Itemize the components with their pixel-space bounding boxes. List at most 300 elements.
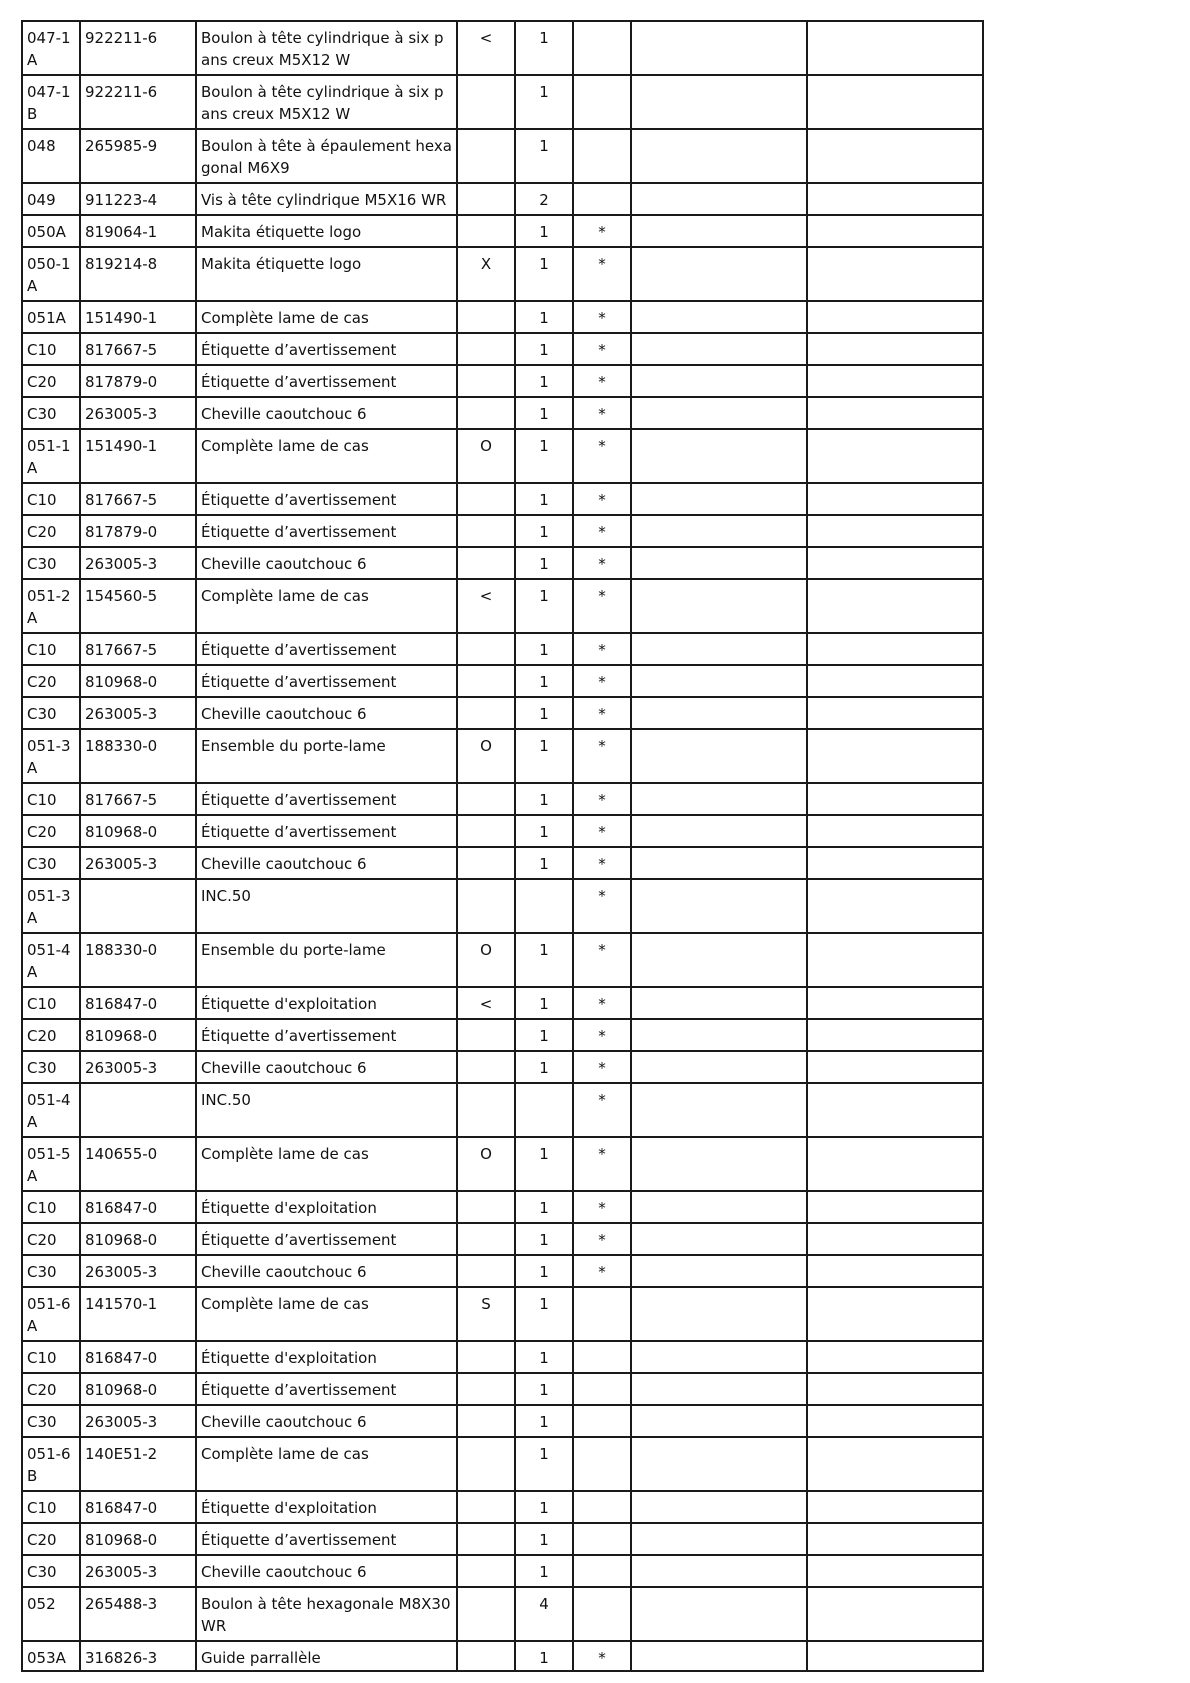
item-ref-cell: 050-1A: [22, 247, 80, 301]
quantity-cell: 1: [515, 1555, 573, 1587]
table-row: [22, 1641, 983, 1671]
table-row: [22, 1341, 983, 1373]
quantity-cell: 1: [515, 1437, 573, 1491]
part-number-cell: 810968-0: [80, 1019, 196, 1051]
table-row: [22, 247, 983, 301]
symbol-cell: [457, 1437, 515, 1491]
symbol-cell: [457, 1641, 515, 1671]
part-number-cell: 817879-0: [80, 515, 196, 547]
table-row: [22, 183, 983, 215]
blank-cell: [807, 729, 983, 783]
blank-cell: [807, 1641, 983, 1671]
part-number-cell: 816847-0: [80, 1491, 196, 1523]
table-row: [22, 847, 983, 879]
table-row: [22, 301, 983, 333]
blank-cell: [807, 1555, 983, 1587]
item-ref-cell: C10: [22, 483, 80, 515]
quantity-cell: 1: [515, 1191, 573, 1223]
item-ref-cell: C20: [22, 815, 80, 847]
part-number-cell: 816847-0: [80, 1341, 196, 1373]
blank-cell: [807, 697, 983, 729]
blank-cell: [807, 665, 983, 697]
item-ref-cell: 051-2A: [22, 579, 80, 633]
part-number-cell: 817879-0: [80, 365, 196, 397]
description-cell: Étiquette d’avertissement: [196, 1373, 457, 1405]
part-number-cell: 263005-3: [80, 1051, 196, 1083]
description-cell: Makita étiquette logo: [196, 247, 457, 301]
marker-cell: *: [573, 729, 631, 783]
symbol-cell: [457, 301, 515, 333]
symbol-cell: [457, 1019, 515, 1051]
table-row: [22, 515, 983, 547]
item-ref-cell: C30: [22, 1051, 80, 1083]
description-cell: Boulon à tête cylindrique à six pans creux M5X12 W: [196, 75, 457, 129]
symbol-cell: [457, 183, 515, 215]
part-number-cell: 263005-3: [80, 547, 196, 579]
description-cell: Étiquette d'exploitation: [196, 1341, 457, 1373]
marker-cell: *: [573, 1223, 631, 1255]
marker-cell: [573, 1587, 631, 1641]
quantity-cell: 1: [515, 987, 573, 1019]
part-number-cell: 817667-5: [80, 633, 196, 665]
symbol-cell: <: [457, 987, 515, 1019]
blank-cell: [631, 1051, 807, 1083]
blank-cell: [631, 1137, 807, 1191]
table-row: [22, 783, 983, 815]
symbol-cell: [457, 1191, 515, 1223]
blank-cell: [631, 1437, 807, 1491]
description-cell: Cheville caoutchouc 6: [196, 397, 457, 429]
symbol-cell: [457, 483, 515, 515]
blank-cell: [631, 301, 807, 333]
marker-cell: *: [573, 987, 631, 1019]
quantity-cell: 1: [515, 815, 573, 847]
symbol-cell: [457, 515, 515, 547]
quantity-cell: 1: [515, 1373, 573, 1405]
quantity-cell: 1: [515, 333, 573, 365]
quantity-cell: 1: [515, 1019, 573, 1051]
blank-cell: [631, 129, 807, 183]
blank-cell: [631, 633, 807, 665]
symbol-cell: [457, 547, 515, 579]
symbol-cell: [457, 1373, 515, 1405]
table-row: [22, 1051, 983, 1083]
marker-cell: [573, 75, 631, 129]
quantity-cell: 1: [515, 665, 573, 697]
quantity-cell: 1: [515, 1255, 573, 1287]
item-ref-cell: 050A: [22, 215, 80, 247]
part-number-cell: 263005-3: [80, 1255, 196, 1287]
quantity-cell: 1: [515, 933, 573, 987]
marker-cell: [573, 1523, 631, 1555]
description-cell: Étiquette d’avertissement: [196, 515, 457, 547]
symbol-cell: [457, 815, 515, 847]
item-ref-cell: 048: [22, 129, 80, 183]
quantity-cell: 1: [515, 129, 573, 183]
item-ref-cell: C10: [22, 1341, 80, 1373]
blank-cell: [807, 783, 983, 815]
description-cell: Boulon à tête cylindrique à six pans creux M5X12 W: [196, 21, 457, 75]
quantity-cell: 1: [515, 697, 573, 729]
blank-cell: [631, 183, 807, 215]
part-number-cell: 819064-1: [80, 215, 196, 247]
description-cell: Étiquette d’avertissement: [196, 1523, 457, 1555]
marker-cell: *: [573, 215, 631, 247]
item-ref-cell: C30: [22, 1405, 80, 1437]
blank-cell: [807, 1083, 983, 1137]
description-cell: Cheville caoutchouc 6: [196, 1405, 457, 1437]
symbol-cell: [457, 1523, 515, 1555]
part-number-cell: 911223-4: [80, 183, 196, 215]
part-number-cell: 817667-5: [80, 783, 196, 815]
table-row: [22, 1405, 983, 1437]
blank-cell: [807, 1137, 983, 1191]
item-ref-cell: C10: [22, 633, 80, 665]
marker-cell: [573, 183, 631, 215]
blank-cell: [807, 483, 983, 515]
part-number-cell: 263005-3: [80, 1405, 196, 1437]
part-number-cell: 265985-9: [80, 129, 196, 183]
part-number-cell: [80, 1083, 196, 1137]
table-row: [22, 729, 983, 783]
description-cell: Cheville caoutchouc 6: [196, 547, 457, 579]
quantity-cell: 1: [515, 247, 573, 301]
blank-cell: [807, 633, 983, 665]
blank-cell: [631, 1373, 807, 1405]
quantity-cell: 1: [515, 429, 573, 483]
part-number-cell: 263005-3: [80, 397, 196, 429]
symbol-cell: [457, 129, 515, 183]
item-ref-cell: 053A: [22, 1641, 80, 1671]
quantity-cell: 2: [515, 183, 573, 215]
table-row: [22, 333, 983, 365]
item-ref-cell: 049: [22, 183, 80, 215]
blank-cell: [631, 847, 807, 879]
blank-cell: [807, 1191, 983, 1223]
symbol-cell: [457, 75, 515, 129]
quantity-cell: 1: [515, 1287, 573, 1341]
blank-cell: [631, 783, 807, 815]
marker-cell: *: [573, 1137, 631, 1191]
description-cell: INC.50: [196, 879, 457, 933]
marker-cell: *: [573, 483, 631, 515]
symbol-cell: S: [457, 1287, 515, 1341]
blank-cell: [807, 1405, 983, 1437]
marker-cell: *: [573, 301, 631, 333]
blank-cell: [631, 397, 807, 429]
table-row: [22, 397, 983, 429]
quantity-cell: 1: [515, 1341, 573, 1373]
marker-cell: *: [573, 515, 631, 547]
marker-cell: *: [573, 365, 631, 397]
quantity-cell: 1: [515, 483, 573, 515]
item-ref-cell: C20: [22, 665, 80, 697]
marker-cell: *: [573, 933, 631, 987]
item-ref-cell: C10: [22, 783, 80, 815]
blank-cell: [631, 215, 807, 247]
part-number-cell: 810968-0: [80, 665, 196, 697]
item-ref-cell: 051-1A: [22, 429, 80, 483]
table-row: [22, 1019, 983, 1051]
quantity-cell: [515, 1083, 573, 1137]
blank-cell: [807, 1255, 983, 1287]
parts-table-body: [22, 21, 983, 1671]
description-cell: Makita étiquette logo: [196, 215, 457, 247]
part-number-cell: 816847-0: [80, 1191, 196, 1223]
symbol-cell: [457, 1491, 515, 1523]
table-row: [22, 1287, 983, 1341]
table-row: [22, 1373, 983, 1405]
blank-cell: [631, 1191, 807, 1223]
description-cell: Étiquette d’avertissement: [196, 365, 457, 397]
blank-cell: [807, 247, 983, 301]
item-ref-cell: 052: [22, 1587, 80, 1641]
table-row: [22, 815, 983, 847]
blank-cell: [807, 1587, 983, 1641]
marker-cell: *: [573, 1019, 631, 1051]
marker-cell: *: [573, 547, 631, 579]
quantity-cell: 1: [515, 1523, 573, 1555]
blank-cell: [631, 75, 807, 129]
item-ref-cell: C30: [22, 547, 80, 579]
marker-cell: [573, 1555, 631, 1587]
part-number-cell: 151490-1: [80, 301, 196, 333]
blank-cell: [631, 429, 807, 483]
description-cell: Complète lame de cas: [196, 1437, 457, 1491]
marker-cell: *: [573, 1083, 631, 1137]
quantity-cell: 1: [515, 547, 573, 579]
description-cell: Ensemble du porte-lame: [196, 729, 457, 783]
quantity-cell: 1: [515, 633, 573, 665]
symbol-cell: [457, 365, 515, 397]
blank-cell: [631, 333, 807, 365]
item-ref-cell: C30: [22, 397, 80, 429]
table-row: [22, 215, 983, 247]
blank-cell: [807, 75, 983, 129]
marker-cell: *: [573, 1641, 631, 1671]
symbol-cell: <: [457, 579, 515, 633]
quantity-cell: 1: [515, 1223, 573, 1255]
marker-cell: *: [573, 633, 631, 665]
symbol-cell: O: [457, 429, 515, 483]
blank-cell: [631, 365, 807, 397]
blank-cell: [807, 579, 983, 633]
item-ref-cell: 047-1B: [22, 75, 80, 129]
part-number-cell: 922211-6: [80, 75, 196, 129]
part-number-cell: 922211-6: [80, 21, 196, 75]
part-number-cell: 140E51-2: [80, 1437, 196, 1491]
symbol-cell: [457, 215, 515, 247]
description-cell: Cheville caoutchouc 6: [196, 1255, 457, 1287]
description-cell: Vis à tête cylindrique M5X16 WR: [196, 183, 457, 215]
blank-cell: [631, 1587, 807, 1641]
description-cell: Boulon à tête hexagonale M8X30 WR: [196, 1587, 457, 1641]
item-ref-cell: C30: [22, 1255, 80, 1287]
description-cell: Étiquette d'exploitation: [196, 1491, 457, 1523]
part-number-cell: 151490-1: [80, 429, 196, 483]
blank-cell: [807, 333, 983, 365]
part-number-cell: 810968-0: [80, 1223, 196, 1255]
part-number-cell: 816847-0: [80, 987, 196, 1019]
item-ref-cell: 051-4A: [22, 1083, 80, 1137]
blank-cell: [807, 397, 983, 429]
marker-cell: *: [573, 847, 631, 879]
blank-cell: [807, 1341, 983, 1373]
quantity-cell: 1: [515, 579, 573, 633]
blank-cell: [631, 1083, 807, 1137]
description-cell: Cheville caoutchouc 6: [196, 697, 457, 729]
table-row: [22, 547, 983, 579]
part-number-cell: 819214-8: [80, 247, 196, 301]
blank-cell: [807, 21, 983, 75]
table-row: [22, 665, 983, 697]
item-ref-cell: C30: [22, 697, 80, 729]
item-ref-cell: 051-3A: [22, 729, 80, 783]
table-row: [22, 1555, 983, 1587]
table-row: [22, 1223, 983, 1255]
quantity-cell: 1: [515, 21, 573, 75]
item-ref-cell: C30: [22, 1555, 80, 1587]
description-cell: Étiquette d’avertissement: [196, 333, 457, 365]
quantity-cell: 4: [515, 1587, 573, 1641]
blank-cell: [807, 1523, 983, 1555]
marker-cell: *: [573, 697, 631, 729]
table-row: [22, 1523, 983, 1555]
part-number-cell: 316826-3: [80, 1641, 196, 1671]
symbol-cell: [457, 1405, 515, 1437]
quantity-cell: 1: [515, 365, 573, 397]
table-row: [22, 21, 983, 75]
part-number-cell: 263005-3: [80, 1555, 196, 1587]
item-ref-cell: C10: [22, 333, 80, 365]
description-cell: Étiquette d’avertissement: [196, 1019, 457, 1051]
item-ref-cell: C20: [22, 365, 80, 397]
blank-cell: [807, 815, 983, 847]
blank-cell: [631, 1555, 807, 1587]
blank-cell: [631, 729, 807, 783]
marker-cell: [573, 129, 631, 183]
symbol-cell: <: [457, 21, 515, 75]
blank-cell: [807, 183, 983, 215]
symbol-cell: [457, 1083, 515, 1137]
table-row: [22, 1437, 983, 1491]
description-cell: Guide parrallèle: [196, 1641, 457, 1671]
part-number-cell: 154560-5: [80, 579, 196, 633]
symbol-cell: [457, 397, 515, 429]
marker-cell: *: [573, 247, 631, 301]
marker-cell: *: [573, 429, 631, 483]
marker-cell: *: [573, 1051, 631, 1083]
quantity-cell: 1: [515, 1051, 573, 1083]
marker-cell: *: [573, 879, 631, 933]
marker-cell: *: [573, 333, 631, 365]
part-number-cell: 188330-0: [80, 933, 196, 987]
table-row: [22, 697, 983, 729]
table-row: [22, 75, 983, 129]
table-row: [22, 1083, 983, 1137]
symbol-cell: [457, 1555, 515, 1587]
item-ref-cell: 051A: [22, 301, 80, 333]
marker-cell: [573, 1341, 631, 1373]
blank-cell: [631, 1019, 807, 1051]
table-row: [22, 129, 983, 183]
description-cell: Cheville caoutchouc 6: [196, 847, 457, 879]
item-ref-cell: C10: [22, 987, 80, 1019]
part-number-cell: 817667-5: [80, 333, 196, 365]
description-cell: Étiquette d’avertissement: [196, 1223, 457, 1255]
blank-cell: [807, 1491, 983, 1523]
quantity-cell: 1: [515, 1641, 573, 1671]
quantity-cell: 1: [515, 215, 573, 247]
marker-cell: [573, 1437, 631, 1491]
part-number-cell: 810968-0: [80, 1523, 196, 1555]
quantity-cell: [515, 879, 573, 933]
parts-table: [21, 20, 984, 1672]
symbol-cell: [457, 1255, 515, 1287]
blank-cell: [631, 933, 807, 987]
marker-cell: *: [573, 665, 631, 697]
item-ref-cell: 051-4A: [22, 933, 80, 987]
blank-cell: [807, 547, 983, 579]
table-row: [22, 987, 983, 1019]
blank-cell: [807, 215, 983, 247]
blank-cell: [807, 1287, 983, 1341]
blank-cell: [631, 21, 807, 75]
blank-cell: [631, 579, 807, 633]
part-number-cell: 810968-0: [80, 815, 196, 847]
blank-cell: [631, 547, 807, 579]
blank-cell: [631, 515, 807, 547]
description-cell: Complète lame de cas: [196, 1137, 457, 1191]
blank-cell: [631, 1341, 807, 1373]
item-ref-cell: 051-5A: [22, 1137, 80, 1191]
description-cell: Boulon à tête à épaulement hexagonal M6X9: [196, 129, 457, 183]
symbol-cell: O: [457, 933, 515, 987]
part-number-cell: 265488-3: [80, 1587, 196, 1641]
description-cell: Complète lame de cas: [196, 1287, 457, 1341]
blank-cell: [807, 1051, 983, 1083]
item-ref-cell: C20: [22, 1523, 80, 1555]
part-number-cell: [80, 879, 196, 933]
part-number-cell: 263005-3: [80, 697, 196, 729]
table-row: [22, 1137, 983, 1191]
marker-cell: *: [573, 1191, 631, 1223]
table-row: [22, 1255, 983, 1287]
part-number-cell: 263005-3: [80, 847, 196, 879]
blank-cell: [631, 1287, 807, 1341]
blank-cell: [807, 301, 983, 333]
symbol-cell: O: [457, 1137, 515, 1191]
table-row: [22, 429, 983, 483]
blank-cell: [631, 483, 807, 515]
blank-cell: [631, 879, 807, 933]
quantity-cell: 1: [515, 1405, 573, 1437]
blank-cell: [631, 1255, 807, 1287]
blank-cell: [631, 247, 807, 301]
blank-cell: [807, 933, 983, 987]
description-cell: Complète lame de cas: [196, 301, 457, 333]
quantity-cell: 1: [515, 301, 573, 333]
item-ref-cell: C10: [22, 1191, 80, 1223]
table-row: [22, 879, 983, 933]
marker-cell: *: [573, 815, 631, 847]
symbol-cell: [457, 1051, 515, 1083]
description-cell: INC.50: [196, 1083, 457, 1137]
quantity-cell: 1: [515, 847, 573, 879]
quantity-cell: 1: [515, 515, 573, 547]
description-cell: Étiquette d'exploitation: [196, 987, 457, 1019]
blank-cell: [807, 1223, 983, 1255]
